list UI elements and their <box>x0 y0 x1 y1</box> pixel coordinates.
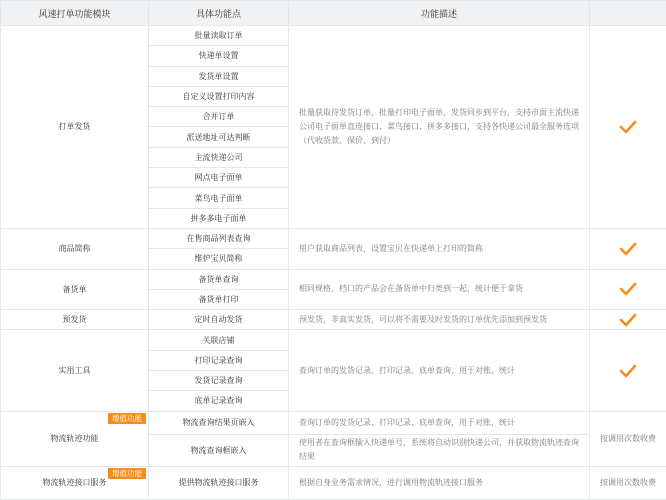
description-cell: 查询订单的发货记录、打印记录、底单查询，用于对账，统计 <box>289 330 590 411</box>
description-cell: 预发货，非真实发货，可以将不需要及时发货的订单优先添加到预发货 <box>289 310 590 330</box>
feature-cell: 批量读取订单 <box>149 26 289 46</box>
feature-cell: 打印记录查询 <box>149 350 289 370</box>
table-row <box>1 310 666 330</box>
check-cell <box>590 330 666 411</box>
feature-cell: 拼多多电子面单 <box>149 208 289 228</box>
feature-cell: 菜鸟电子面单 <box>149 188 289 208</box>
feature-cell: 发货记录查询 <box>149 371 289 391</box>
feature-cell: 备货单查询 <box>149 269 289 289</box>
table-row <box>1 411 666 434</box>
module-cell: 打单发货 <box>1 26 149 229</box>
description-cell: 批量获取待发货订单、批量打印电子面单、发货同步到平台，支持市面主流快递公司电子面单直连接口、菜鸟接口、拼多多接口，支持各快递公司最全服务选项（代收货款、保价、到付） <box>289 26 590 229</box>
description-cell: 查询订单的发货记录、打印记录、底单查询，用于对账，统计 <box>289 411 590 434</box>
value-added-badge: 增值功能 <box>108 413 146 424</box>
header-module: 风速打单功能模块 <box>1 1 149 26</box>
feature-cell: 关联店铺 <box>149 330 289 350</box>
check-cell <box>590 269 666 310</box>
check-icon <box>619 313 637 327</box>
check-cell <box>590 26 666 229</box>
feature-cell: 合并订单 <box>149 107 289 127</box>
feature-cell: 自定义设置打印内容 <box>149 86 289 106</box>
check-icon <box>619 242 637 256</box>
table-row <box>1 269 666 289</box>
feature-cell: 在售商品列表查询 <box>149 228 289 248</box>
module-label: 物流轨迹功能 <box>50 434 99 444</box>
check-icon <box>619 120 637 134</box>
module-label: 物流轨迹接口服务 <box>42 478 107 488</box>
description-cell: 用户获取商品列表，设置宝贝在快递单上打印的简称 <box>289 228 590 269</box>
feature-cell: 发货单设置 <box>149 66 289 86</box>
feature-cell: 定时自动发货 <box>149 310 289 330</box>
table-header-row <box>1 1 666 26</box>
header-status <box>590 1 666 26</box>
check-icon <box>619 282 637 296</box>
feature-cell: 主流快递公司 <box>149 147 289 167</box>
table-row <box>1 26 666 46</box>
description-cell: 根据自身业务需求情况，进行调用物流轨迹接口服务 <box>289 466 590 499</box>
module-cell: 商品简称 <box>1 228 149 269</box>
feature-cell: 网点电子面单 <box>149 168 289 188</box>
check-cell <box>590 310 666 330</box>
module-cell: 预发货 <box>1 310 149 330</box>
table-row <box>1 330 666 350</box>
feature-cell: 提供物流轨迹接口服务 <box>149 466 289 499</box>
module-cell <box>1 466 149 499</box>
value-added-badge: 增值功能 <box>108 468 146 479</box>
header-description: 功能描述 <box>289 1 590 26</box>
check-icon <box>619 364 637 378</box>
table-row <box>1 228 666 248</box>
feature-cell: 快递单设置 <box>149 46 289 66</box>
feature-cell: 备货单打印 <box>149 289 289 309</box>
check-cell <box>590 228 666 269</box>
module-cell: 实用工具 <box>1 330 149 411</box>
module-cell: 备货单 <box>1 269 149 310</box>
feature-cell: 维护宝贝简称 <box>149 249 289 269</box>
module-cell <box>1 411 149 466</box>
feature-cell: 物流查询结果页嵌入 <box>149 411 289 434</box>
feature-cell: 底单记录查询 <box>149 391 289 411</box>
fee-cell: 按调用次数收费 <box>590 411 666 466</box>
feature-cell: 物流查询框嵌入 <box>149 434 289 466</box>
feature-cell: 派送地址可达判断 <box>149 127 289 147</box>
description-cell: 相同规格、档口的产品会在备货单中归类到一起，统计便于拿货 <box>289 269 590 310</box>
table-row <box>1 466 666 499</box>
fee-cell: 按调用次数收费 <box>590 466 666 499</box>
description-cell: 使用者在查询框输入快递单号，系统将自动识别快递公司，并获取物流轨迹查询结果 <box>289 434 590 466</box>
header-feature: 具体功能点 <box>149 1 289 26</box>
